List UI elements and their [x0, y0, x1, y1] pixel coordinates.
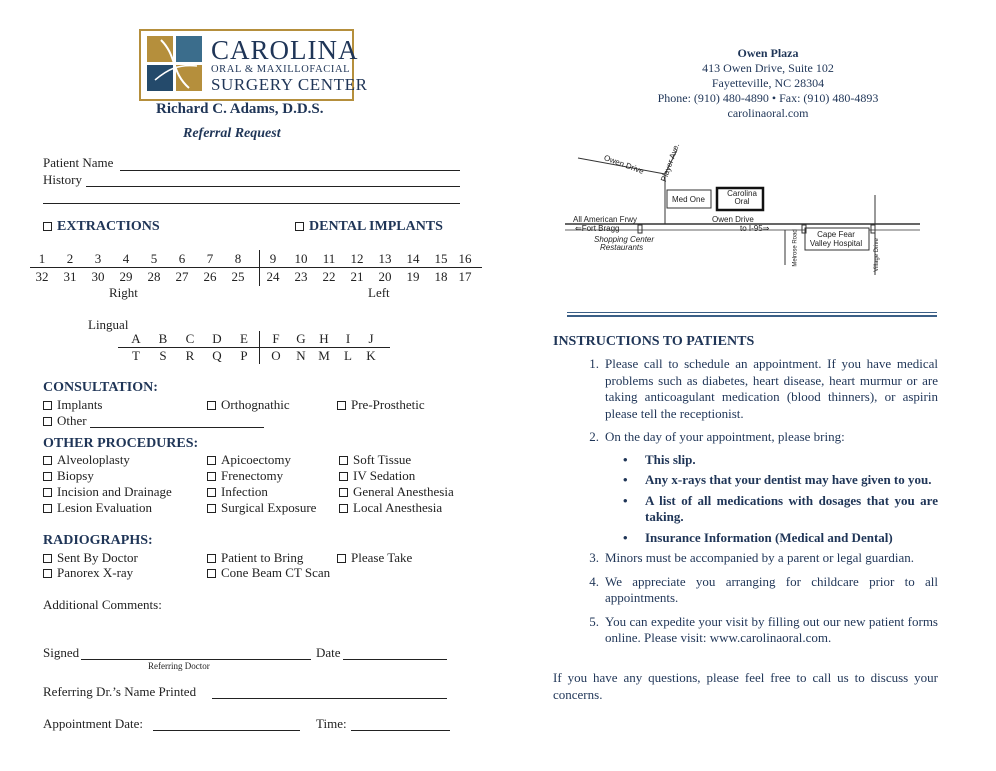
left-label: Left	[368, 285, 390, 300]
radio-cone-beam[interactable]	[207, 565, 330, 581]
implants-label: DENTAL IMPLANTS	[309, 219, 443, 234]
history-field-line2[interactable]	[43, 203, 460, 204]
form-title: Referral Request	[183, 126, 281, 141]
checkbox[interactable]	[207, 401, 216, 410]
tooth-number[interactable]: F	[272, 331, 280, 346]
instruction-text: Please call to schedule an appointment. If you have medical problems such as diabetes, heart disease, heart murmur or are taking anticoagulant medication (blood thinners), or aspirin please tell the receptionist.	[605, 356, 938, 421]
extractions-label: EXTRACTIONS	[57, 219, 160, 234]
extractions-checkbox[interactable]	[43, 222, 52, 231]
tooth-number[interactable]: P	[240, 348, 248, 363]
map-label-to-i95: to I-95⇒	[740, 224, 770, 233]
procedure-option[interactable]	[339, 468, 415, 484]
radio-label: Patient to Bring	[221, 550, 304, 565]
map-label-owen-drive: Owen Drive	[712, 215, 754, 224]
tooth-number[interactable]: D	[212, 331, 222, 346]
procedure-label: Frenectomy	[221, 468, 284, 483]
bring-text: Any x-rays that your dentist may have given to you.	[645, 472, 932, 487]
tooth-number[interactable]: 5	[150, 251, 158, 266]
checkbox[interactable]	[207, 456, 216, 465]
radio-label: Please Take	[351, 550, 413, 565]
tooth-number[interactable]: I	[345, 331, 351, 346]
tooth-number[interactable]: T	[132, 348, 140, 363]
checkbox[interactable]	[43, 417, 52, 426]
procedure-option[interactable]	[339, 500, 442, 516]
tooth-number[interactable]: J	[368, 331, 374, 346]
bring-item: • Any x-rays that your dentist may have given to you.	[623, 472, 938, 489]
checkbox[interactable]	[207, 504, 216, 513]
lingual-lower-row	[124, 348, 384, 364]
bring-item: • Insurance Information (Medical and Dental)	[623, 530, 938, 547]
bring-item: • A list of all medications with dosages that you are taking.	[623, 492, 938, 524]
procedure-label: IV Sedation	[353, 468, 416, 483]
map-label-restaurants: Restaurants	[600, 243, 644, 252]
patient-name-label: Patient Name	[43, 155, 114, 170]
history-label: History	[43, 172, 82, 187]
office-phone: Phone: (910) 480-4890 • Fax: (910) 480-4893	[657, 91, 879, 105]
map-label-carolina-oral: Carolina Oral	[727, 189, 757, 206]
checkbox[interactable]	[207, 488, 216, 497]
checkbox[interactable]	[337, 401, 346, 410]
tooth-number[interactable]: 17	[458, 269, 472, 284]
logo-line1: CAROLINA	[211, 35, 359, 65]
instructions-heading: INSTRUCTIONS TO PATIENTS	[553, 334, 755, 349]
tooth-number[interactable]: 22	[322, 269, 336, 284]
tooth-number[interactable]: 14	[406, 251, 420, 266]
checkbox[interactable]	[43, 504, 52, 513]
checkbox[interactable]	[43, 554, 52, 563]
checkbox[interactable]	[43, 569, 52, 578]
comments-label: Additional Comments:	[43, 597, 162, 612]
tooth-number[interactable]: S	[159, 348, 167, 363]
consult-implants[interactable]	[43, 397, 103, 413]
map-label-village: Village Drive	[873, 238, 880, 272]
instruction-num: 1.	[589, 356, 599, 371]
procedure-option[interactable]	[43, 484, 172, 500]
map-label-player: Player Ave.	[659, 142, 682, 183]
checkbox[interactable]	[43, 456, 52, 465]
instruction-text: You can expedite your visit by filling out our new patient forms online. Please visit: www.carolinaoral.com.	[605, 613, 938, 645]
procedure-option[interactable]	[43, 468, 94, 484]
tooth-number[interactable]: G	[296, 331, 306, 346]
procedure-option[interactable]	[207, 468, 283, 484]
radio-sent-by-doctor[interactable]	[43, 550, 138, 566]
separator-line2	[567, 315, 937, 317]
tooth-number[interactable]: 24	[266, 269, 280, 284]
tooth-number[interactable]: 20	[378, 269, 392, 284]
map-light	[871, 225, 875, 233]
other-procedures-heading: OTHER PROCEDURES:	[43, 436, 199, 451]
appointment-date-label: Appointment Date:	[43, 716, 144, 731]
radio-label: Sent By Doctor	[57, 550, 138, 565]
printed-name-label: Referring Dr.’s Name Printed	[43, 684, 197, 699]
tooth-number[interactable]: R	[185, 348, 195, 363]
procedure-label: Incision and Drainage	[57, 484, 172, 499]
date-label: Date	[316, 645, 341, 660]
teeth-lower-row	[30, 269, 480, 285]
tooth-number[interactable]: 2	[66, 251, 74, 266]
procedure-label: Local Anesthesia	[353, 500, 443, 515]
tooth-number[interactable]: 10	[294, 251, 308, 266]
procedure-label: Biopsy	[57, 468, 94, 483]
radio-panorex[interactable]	[43, 565, 133, 581]
right-label: Right	[109, 285, 138, 300]
checkbox[interactable]	[207, 554, 216, 563]
tooth-number[interactable]: 1	[38, 251, 46, 266]
history-field[interactable]	[86, 186, 460, 187]
tooth-number[interactable]: 19	[406, 269, 420, 284]
consultation-heading: CONSULTATION:	[43, 380, 158, 395]
signed-label: Signed	[43, 645, 80, 660]
tooth-number[interactable]: O	[271, 348, 281, 363]
instruction-num: 4.	[589, 573, 599, 589]
tooth-number[interactable]: 3	[94, 251, 102, 266]
radio-patient-to-bring[interactable]	[207, 550, 303, 566]
office-address2: Fayetteville, NC 28304	[711, 76, 825, 90]
procedure-label: Apicoectomy	[221, 452, 292, 467]
instruction-item	[553, 614, 938, 647]
procedure-label: Soft Tissue	[353, 452, 412, 467]
tooth-number[interactable]: C	[185, 331, 195, 346]
logo-line2: ORAL & MAXILLOFACIAL	[211, 64, 351, 75]
teeth-upper-row	[30, 251, 480, 267]
lingual-label: Lingual	[88, 317, 129, 332]
tooth-number[interactable]: N	[296, 348, 306, 363]
radio-please-take[interactable]	[337, 550, 412, 566]
tooth-number[interactable]: M	[318, 348, 330, 363]
tooth-number[interactable]: 30	[91, 269, 105, 284]
office-address	[600, 46, 936, 121]
tooth-number[interactable]: 11	[322, 251, 336, 266]
checkbox[interactable]	[339, 504, 348, 513]
map-label-fort-bragg: ⇐Fort Bragg	[575, 224, 620, 233]
bring-text: A list of all medications with dosages that you are taking.	[645, 492, 938, 524]
checkbox[interactable]	[43, 401, 52, 410]
map-label-hospital: Cape Fear Valley Hospital	[809, 230, 863, 248]
map-light	[638, 225, 642, 233]
tooth-number[interactable]: 21	[350, 269, 364, 284]
instruction-num: 5.	[589, 613, 599, 629]
instruction-item	[553, 550, 938, 567]
tooth-number[interactable]: 15	[434, 251, 448, 266]
tooth-number[interactable]: B	[158, 331, 168, 346]
tooth-number[interactable]: 29	[119, 269, 133, 284]
instruction-num: 2.	[589, 429, 599, 444]
printed-name-field[interactable]	[212, 698, 447, 699]
consult-orthognathic-label: Orthognathic	[221, 397, 290, 412]
consult-orthognathic[interactable]	[207, 397, 290, 413]
procedure-label: Infection	[221, 484, 268, 499]
lingual-upper-row	[124, 331, 384, 347]
doctor-name: Richard C. Adams, D.D.S.	[156, 101, 324, 117]
tooth-number[interactable]: 6	[178, 251, 186, 266]
tooth-number[interactable]: 23	[294, 269, 308, 284]
bring-item: • This slip.	[623, 452, 938, 469]
extractions-option[interactable]	[43, 219, 160, 235]
checkbox[interactable]	[337, 554, 346, 563]
separator-line	[567, 312, 937, 313]
logo	[139, 29, 368, 101]
map-label-med-one: Med One	[672, 195, 705, 204]
procedure-option[interactable]	[43, 452, 130, 468]
map-label-melrose: Melrose Road	[792, 229, 799, 267]
appointment-date-field[interactable]	[153, 730, 300, 731]
checkbox[interactable]	[207, 569, 216, 578]
tooth-number[interactable]: 32	[35, 269, 49, 284]
instruction-item	[553, 356, 938, 422]
procedure-label: Surgical Exposure	[221, 500, 317, 515]
tooth-number[interactable]: L	[344, 348, 352, 363]
teeth-divider-h	[30, 267, 482, 268]
procedure-option[interactable]	[207, 484, 268, 500]
procedure-option[interactable]	[339, 452, 411, 468]
closing-text: If you have any questions, please feel free to call us to discuss your concerns.	[553, 670, 938, 702]
tooth-number[interactable]: 28	[147, 269, 161, 284]
tooth-number[interactable]: 12	[350, 251, 364, 266]
consult-preprosthetic[interactable]	[337, 397, 425, 413]
radio-label: Panorex X-ray	[57, 565, 134, 580]
time-field[interactable]	[351, 730, 450, 731]
tooth-number[interactable]: 31	[63, 269, 77, 284]
instruction-num: 3.	[589, 550, 599, 565]
instruction-text: On the day of your appointment, please bring:	[605, 429, 845, 444]
tooth-number[interactable]: 9	[269, 251, 277, 266]
tooth-number[interactable]: 7	[206, 251, 214, 266]
consult-other-field[interactable]	[90, 427, 264, 428]
tooth-number[interactable]: 13	[378, 251, 392, 266]
checkbox[interactable]	[339, 488, 348, 497]
map-label-shopping: Shopping Center	[594, 235, 655, 244]
patient-name-field[interactable]	[120, 170, 460, 171]
implants-option[interactable]	[295, 219, 443, 235]
consult-other-label: Other	[57, 413, 87, 428]
procedure-label: Lesion Evaluation	[57, 500, 152, 515]
office-address1: 413 Owen Drive, Suite 102	[702, 61, 834, 75]
time-label: Time:	[316, 716, 347, 731]
instruction-text: We appreciate you arranging for childcare prior to all appointments.	[605, 573, 938, 605]
instruction-text: Minors must be accompanied by a parent or legal guardian.	[605, 550, 915, 565]
date-field[interactable]	[343, 659, 447, 660]
tooth-number[interactable]: A	[131, 331, 141, 346]
procedure-label: Alveoloplasty	[57, 452, 130, 467]
tooth-number[interactable]: 27	[175, 269, 189, 284]
tooth-number[interactable]: 26	[203, 269, 217, 284]
consult-preprosthetic-label: Pre-Prosthetic	[351, 397, 425, 412]
procedure-option[interactable]	[207, 452, 291, 468]
procedure-option[interactable]	[339, 484, 454, 500]
tooth-number[interactable]: 18	[434, 269, 448, 284]
logo-line3: SURGERY CENTER	[211, 75, 368, 94]
referring-doctor-caption: Referring Doctor	[148, 661, 210, 671]
instructions-list	[553, 356, 938, 654]
consult-implants-label: Implants	[57, 397, 103, 412]
tooth-number[interactable]: 8	[234, 251, 242, 266]
tooth-number[interactable]: 4	[122, 251, 130, 266]
procedure-option[interactable]	[207, 500, 316, 516]
bring-list	[553, 452, 938, 547]
instruction-item	[553, 429, 938, 446]
signed-field[interactable]	[81, 659, 311, 660]
tooth-number[interactable]: E	[240, 331, 248, 346]
map-label-owen-diag: Owen Drive	[602, 153, 646, 176]
checkbox[interactable]	[43, 488, 52, 497]
tooth-number[interactable]: 25	[231, 269, 245, 284]
tooth-number[interactable]: Q	[212, 348, 222, 363]
office-name: Owen Plaza	[737, 46, 799, 60]
radio-label: Cone Beam CT Scan	[221, 565, 331, 580]
consult-other[interactable]	[43, 413, 87, 429]
instruction-item	[553, 574, 938, 607]
procedure-label: General Anesthesia	[353, 484, 454, 499]
implants-checkbox[interactable]	[295, 222, 304, 231]
checkbox[interactable]	[43, 472, 52, 481]
office-web: carolinaoral.com	[727, 106, 809, 120]
tooth-number[interactable]: 16	[458, 251, 472, 266]
checkbox[interactable]	[207, 472, 216, 481]
map-label-all-american: All American Frwy	[573, 215, 638, 224]
radiographs-heading: RADIOGRAPHS:	[43, 533, 153, 548]
checkbox[interactable]	[339, 472, 348, 481]
bring-text: Insurance Information (Medical and Dental)	[645, 529, 893, 545]
tooth-number[interactable]: H	[319, 331, 329, 346]
procedure-option[interactable]	[43, 500, 152, 516]
logo-mark	[147, 36, 203, 92]
checkbox[interactable]	[339, 456, 348, 465]
tooth-number[interactable]: K	[366, 348, 376, 363]
bring-text: This slip.	[645, 451, 696, 467]
